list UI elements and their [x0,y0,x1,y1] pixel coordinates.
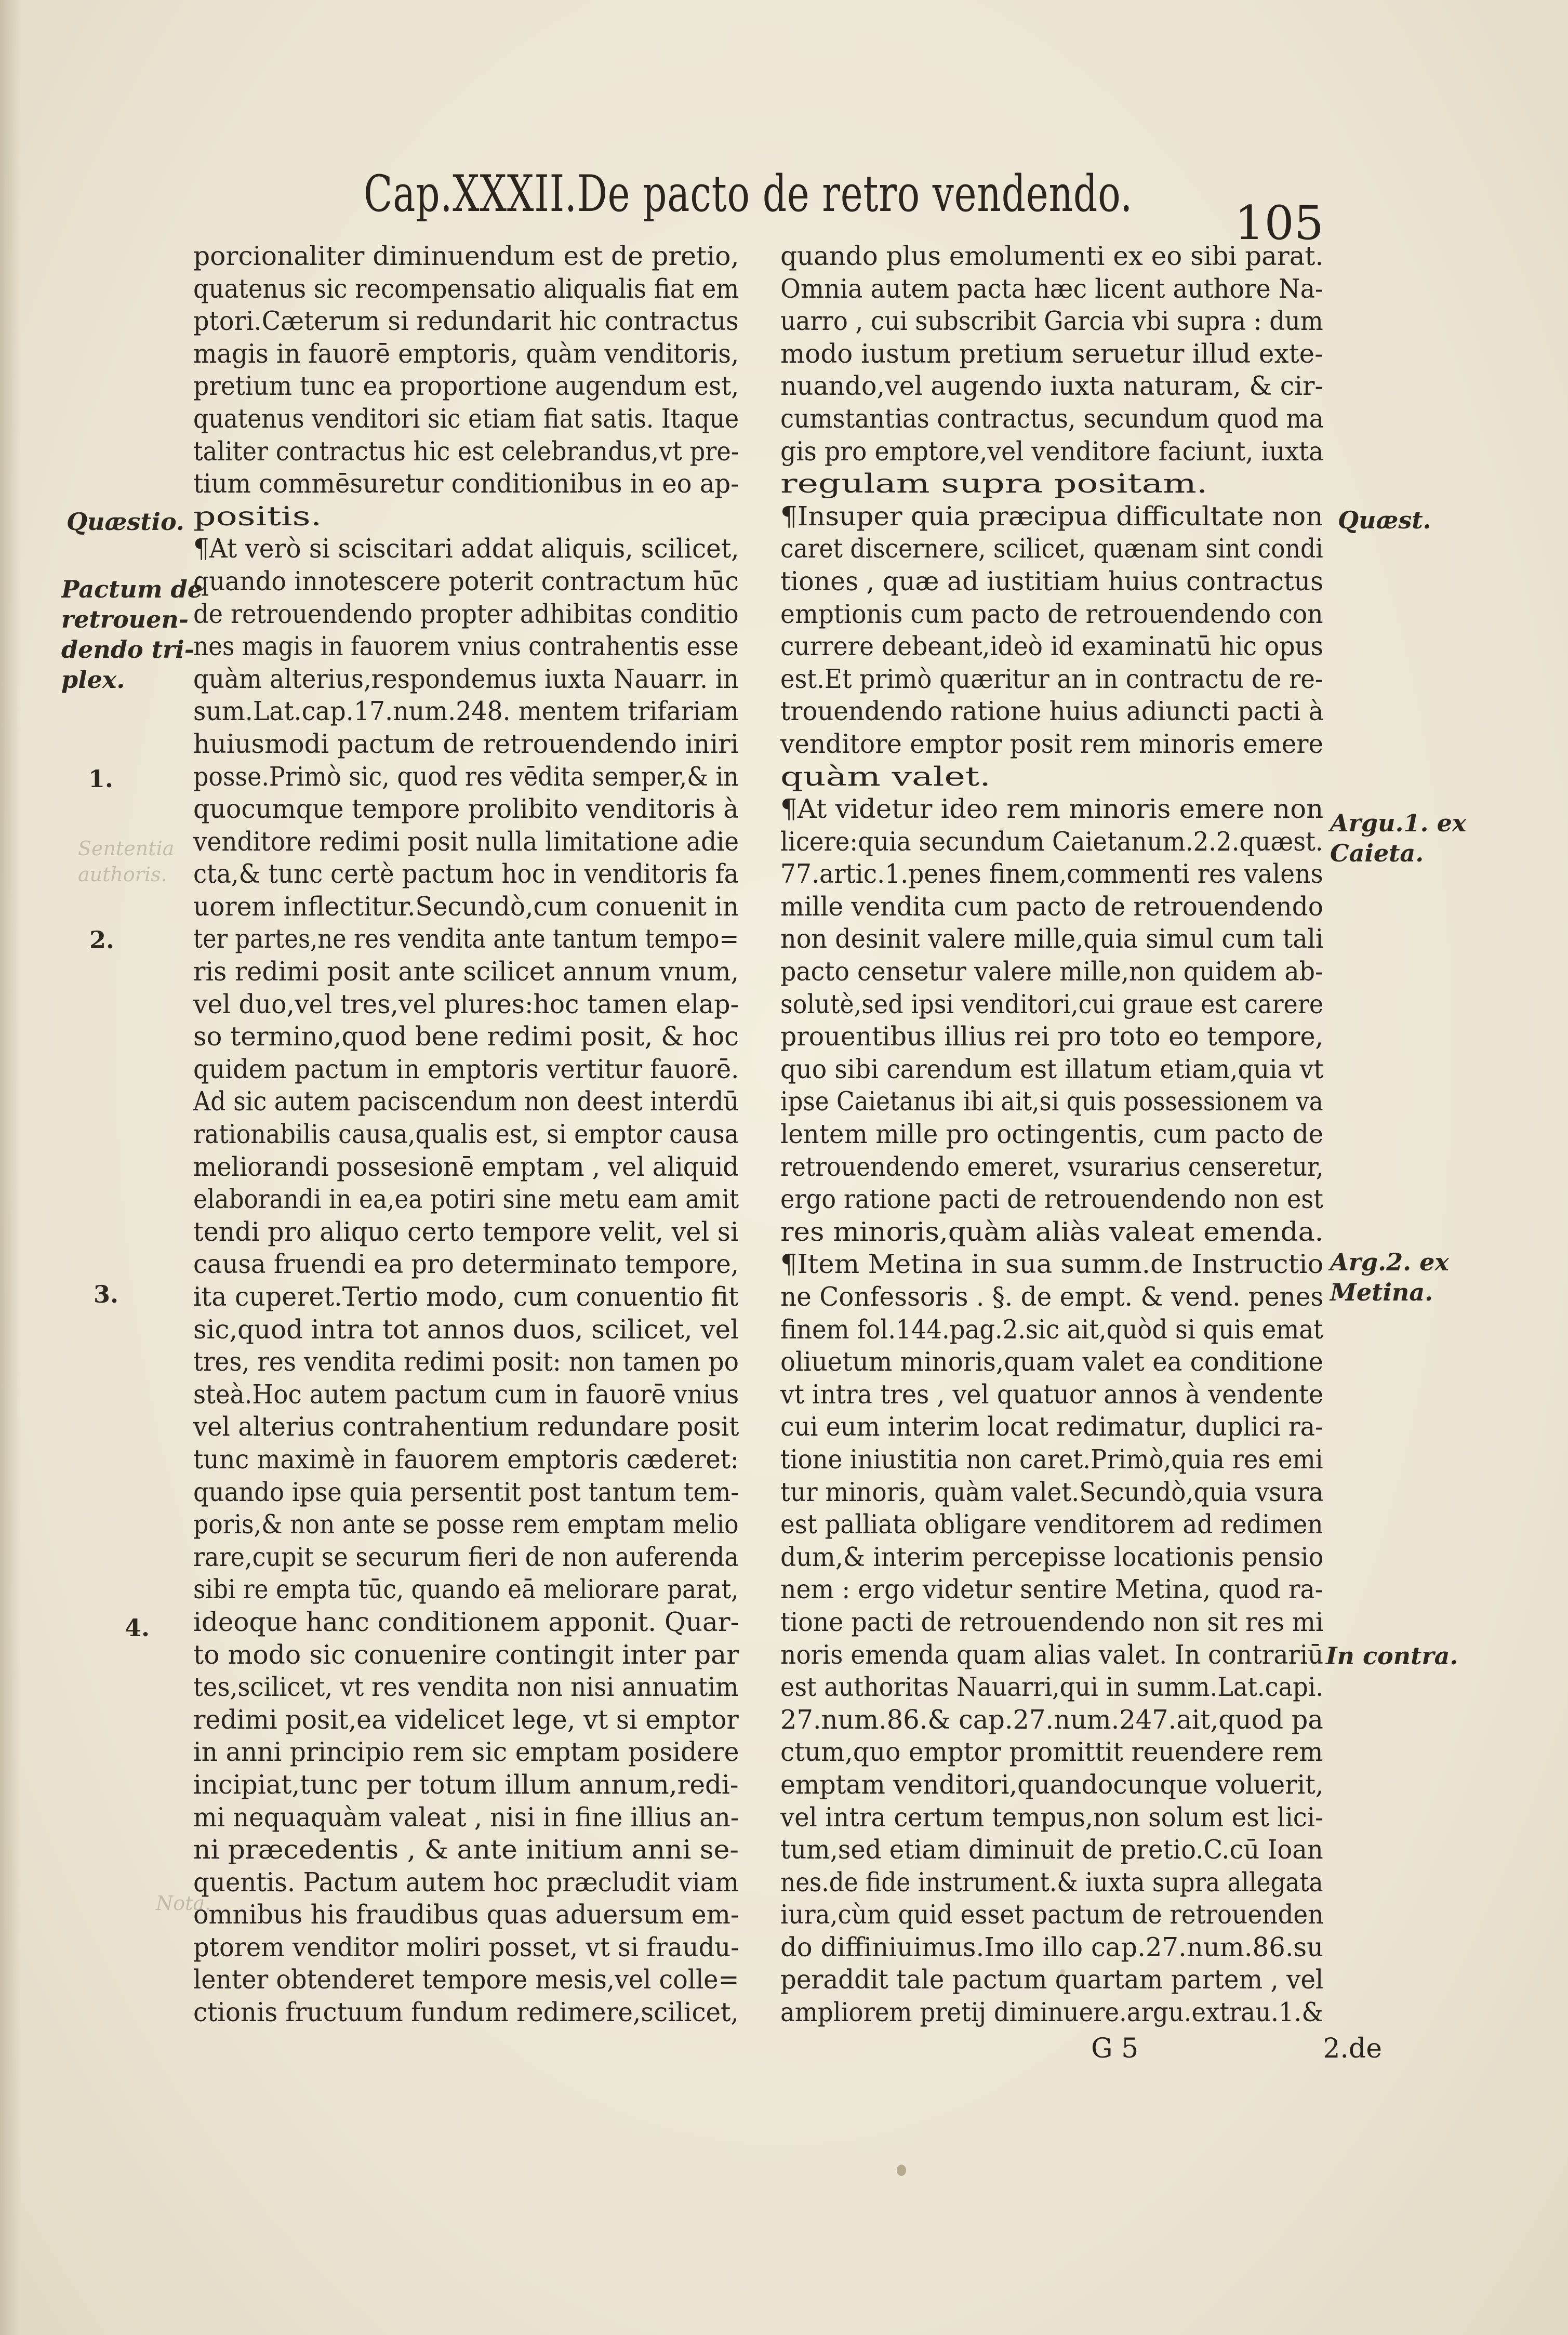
text-line: vt intra tres , vel quatuor annos à vendente [780,1378,1324,1410]
margin-number-3: 3. [94,1280,119,1308]
text-line: tur minoris, quàm valet.Secundò,quia vsura [780,1476,1324,1507]
text-line: ptori.Cæterum si redundarit hic contractus [193,306,739,337]
margin-note-line: Caieta. [1330,839,1424,867]
text-line: quando innotescere poterit contractum hūc [193,565,739,596]
text-line: finem fol.144.pag.2.sic ait,quòd si quis emat [780,1314,1323,1345]
text-line: tium commēsuretur conditionibus in eo ap- [193,468,739,499]
text-line: ctum,quo emptor promittit reuendere rem [780,1736,1323,1768]
text-line: oliuetum minoris,quam valet ea conditione [780,1346,1324,1377]
text-line: porcionaliter diminuendum est de pretio, [193,241,739,271]
margin-note-in-contra: In contra. [1326,1642,1458,1670]
text-line: dum,& interim percepisse locationis pensio [780,1541,1324,1572]
left-column [193,240,739,2029]
text-line: tum,sed etiam diminuit de pretio.C.cū Ioan [780,1834,1323,1865]
text-line: nuando,vel augendo iuxta naturam, & cir- [780,370,1324,402]
text-line: retrouendendo emeret, vsurarius censeretur, [780,1151,1324,1182]
text-line: incipiat,tunc per totum illum annum,redi- [193,1769,739,1800]
text-line: quatenus sic recompensatio aliqualis fiat em [193,273,739,304]
margin-note-quaest: Quæst. [1338,506,1431,534]
binding-shadow [0,0,21,2335]
margin-note-line: Arg.2. ex [1330,1248,1449,1276]
text-line: tione pacti de retrouendendo non sit res mi [780,1606,1324,1637]
text-line: lentem mille pro octingentis, cum pacto de [780,1119,1324,1150]
text-line: in anni principio rem sic emptam posidere [193,1736,739,1768]
text-line: de retrouendendo propter adhibitas conditio [193,598,739,629]
text-line: non desinit valere mille,quia simul cum tali [780,923,1324,954]
text-line: pretium tunc ea proportione augendum est, [193,370,739,402]
running-head: Cap.XXXII.De pacto de retro vendendo. [364,165,1133,223]
text-line: sum.Lat.cap.17.num.248. mentem trifariam [193,696,739,727]
text-line: tes,scilicet, vt res vendita non nisi annuatim [193,1671,739,1703]
text-line: noris emenda quam alias valet. In contrariū [780,1639,1324,1670]
text-line: quando plus emolumenti ex eo sibi parat. [780,241,1324,271]
text-line: sic,quod intra tot annos duos, scilicet, vel [193,1314,739,1345]
text-line: vel duo,vel tres,vel plures:hoc tamen elap- [193,988,739,1019]
text-line: nem : ergo videtur sentire Metina, quod ra- [780,1574,1323,1605]
text-line: mille vendita cum pacto de retrouendendo [780,891,1323,922]
text-line: steà.Hoc autem pactum cum in fauorē vnius [193,1378,739,1410]
text-line: huiusmodi pactum de retrouendendo iniri [193,728,739,759]
margin-note-argu2 [1330,1247,1449,1307]
text-line: ¶At videtur ideo rem minoris emere non [780,793,1324,825]
text-line: modo iustum pretium seruetur illud exte- [780,338,1324,369]
text-line: quocumque tempore prolibito venditoris à [193,793,739,825]
text-line: quentis. Pactum autem hoc præcludit viam [193,1866,739,1898]
text-line: causa fruendi ea pro determinato tempore, [193,1249,739,1280]
text-line: tunc maximè in fauorem emptoris cæderet: [193,1443,739,1475]
text-line: quatenus venditori sic etiam fiat satis. Itaque [193,403,739,434]
text-line: to modo sic conuenire contingit inter par [193,1639,739,1670]
text-line: uarro , cui subscribit Garcia vbi supra : dum [780,306,1323,337]
text-line: 27.num.86.& cap.27.num.247.ait,quod pa [780,1704,1323,1735]
bleed-through-text: Nota. [156,1892,211,1915]
text-line: nes.de fide instrument.& iuxta supra allegata [780,1866,1323,1898]
text-line: elaborandi in ea,ea potiri sine metu eam amit [193,1184,739,1215]
text-line: tiones , quæ ad iustitiam huius contractus [780,565,1324,596]
text-line: 77.artic.1.penes finem,commenti res valens [780,858,1323,890]
text-line: est palliata obligare venditorem ad redimen [780,1509,1323,1540]
text-line: ideoque hanc conditionem apponit. Quar- [193,1606,739,1637]
bleed-through-text: authoris. [78,863,167,886]
text-line: venditore emptor posit rem minoris emere [780,728,1324,759]
text-line: positis. [193,500,322,532]
text-line: licere:quia secundum Caietanum.2.2.quæst. [780,826,1323,857]
text-line: regulam supra positam. [780,468,1208,499]
text-line: magis in fauorē emptoris, quàm venditoris, [193,338,739,369]
text-line: cui eum interim locat redimatur, duplici ra- [780,1411,1324,1442]
margin-number-2: 2. [89,926,115,954]
text-line: emptam venditori,quandocunque voluerit, [780,1769,1324,1800]
text-line: taliter contractus hic est celebrandus,vt pre- [193,435,739,467]
text-line: solutè,sed ipsi venditori,cui graue est carere [780,988,1324,1019]
text-line: tres, res vendita redimi posit: non tamen po [193,1346,739,1377]
text-line: ita cuperet.Tertio modo, cum conuentio fit [193,1281,739,1312]
text-line: ¶Insuper quia præcipua difficultate non [780,500,1323,532]
text-line: vel alterius contrahentium redundare posit [193,1411,739,1442]
margin-note-line: dendo tri- [61,635,194,664]
text-line: cta,& tunc certè pactum hoc in venditoris fa [193,858,739,890]
catchword: 2.de [1323,2033,1382,2064]
text-line: do diffiniuimus.Imo illo cap.27.num.86.su [780,1931,1324,1962]
text-line: ipse Caietanus ibi ait,si quis possessionem va [780,1086,1323,1117]
margin-note-line: Pactum de [61,575,203,603]
text-line: Omnia autem pacta hæc licent authore Na- [780,273,1324,304]
text-line: ctionis fructuum fundum redimere,scilicet, [193,1997,739,2028]
text-line: meliorandi possesionē emptam , vel aliquid [193,1151,739,1182]
text-line: quàm alterius,respondemus iuxta Nauarr. in [193,663,739,694]
text-line: quàm valet. [780,761,991,792]
text-line: prouentibus illius rei pro toto eo tempore, [780,1021,1323,1052]
text-line: est authoritas Nauarri,qui in summ.Lat.capi. [780,1671,1324,1703]
text-line: posse.Primò sic, quod res vēdita semper,& in [193,761,739,792]
text-line: currere debeant,ideò id examinatū hic opus [780,631,1323,662]
signature-line [1091,2031,1382,2067]
margin-note-line: plex. [61,666,125,694]
ink-spot [897,2165,906,2176]
margin-note-line: retrouen- [61,605,189,633]
text-line: ¶At verò si sciscitari addat aliquis, scilicet, [193,533,739,564]
text-line: so termino,quod bene redimi posit, & hoc [193,1021,739,1052]
text-line: uorem inflectitur.Secundò,cum conuenit in [193,891,739,922]
text-line: sibi re empta tūc, quando eā meliorare parat, [193,1574,739,1605]
text-line: nes magis in fauorem vnius contrahentis esse [193,631,739,662]
text-line: ¶Item Metina in sua summ.de Instructio [780,1249,1324,1280]
text-line: quo sibi carendum est illatum etiam,quia vt [780,1053,1324,1084]
margin-number-1: 1. [88,765,114,793]
text-line: ter partes,ne res vendita ante tantum tempo= [193,923,739,954]
text-line: tendi pro aliquo certo tempore velit, vel si [193,1216,739,1247]
text-line: poris,& non ante se posse rem emptam melio [193,1509,739,1540]
text-line: caret discernere, scilicet, quænam sint condi [780,533,1323,564]
page-number: 105 [1234,196,1324,250]
text-line: res minoris,quàm aliàs valeat emenda. [780,1216,1324,1247]
signature-mark: G 5 [1091,2033,1139,2064]
text-line: gis pro emptore,vel venditore faciunt, iuxta [780,435,1324,467]
text-line: venditore redimi posit nulla limitatione adie [193,826,739,857]
text-line: vel intra certum tempus,non solum est lici- [780,1801,1324,1833]
text-line: mi nequaquàm valeat , nisi in fine illius an- [193,1801,739,1833]
bleed-through-text: Sententia [78,837,175,860]
text-line: quando ipse quia persentit post tantum tem- [193,1476,739,1507]
text-line: iura,cùm quid esset pactum de retrouenden [780,1899,1324,1930]
text-line: lenter obtenderet tempore mesis,vel colle= [193,1964,739,1995]
text-line: emptionis cum pacto de retrouendendo con [780,598,1323,629]
margin-note-quaestio: Quæstio. [67,508,184,536]
text-line: cumstantias contractus, secundum quod ma [780,403,1324,434]
margin-number-4: 4. [125,1614,150,1642]
text-line: peraddit tale pactum quartam partem , vel [780,1964,1324,1995]
right-column [780,240,1323,2029]
text-line: ptorem venditor moliri posset, vt si fraudu- [193,1931,739,1962]
text-line: ni præcedentis , & ante initium anni se- [193,1834,739,1865]
text-line: rationabilis causa,qualis est, si emptor causa [193,1119,739,1150]
text-line: ampliorem pretij diminuere.argu.extrau.1.& [780,1997,1323,2028]
text-line: ris redimi posit ante scilicet annum vnum, [193,956,739,987]
text-line: tione iniustitia non caret.Primò,quia res emi [780,1443,1323,1475]
text-line: est.Et primò quæritur an in contractu de re- [780,663,1323,694]
text-line: ne Confessoris . §. de empt. & vend. penes [780,1281,1324,1312]
text-line: pacto censetur valere mille,non quidem ab- [780,956,1324,987]
margin-note-argu1 [1330,808,1466,868]
text-line: rare,cupit se securum fieri de non auferenda [193,1541,739,1572]
text-line: trouendendo ratione huius adiuncti pacti à [780,696,1324,727]
text-line: ergo ratione pacti de retrouendendo non est [780,1184,1323,1215]
text-line: omnibus his fraudibus quas aduersum em- [193,1899,739,1930]
margin-note-pactum [61,574,203,695]
text-line: Ad sic autem paciscendum non deest interdū [193,1086,739,1117]
text-line: quidem pactum in emptoris vertitur fauorē. [193,1053,739,1084]
margin-note-line: Metina. [1330,1278,1433,1306]
text-line: redimi posit,ea videlicet lege, vt si emptor [193,1704,739,1735]
margin-note-line: Argu.1. ex [1330,809,1467,837]
